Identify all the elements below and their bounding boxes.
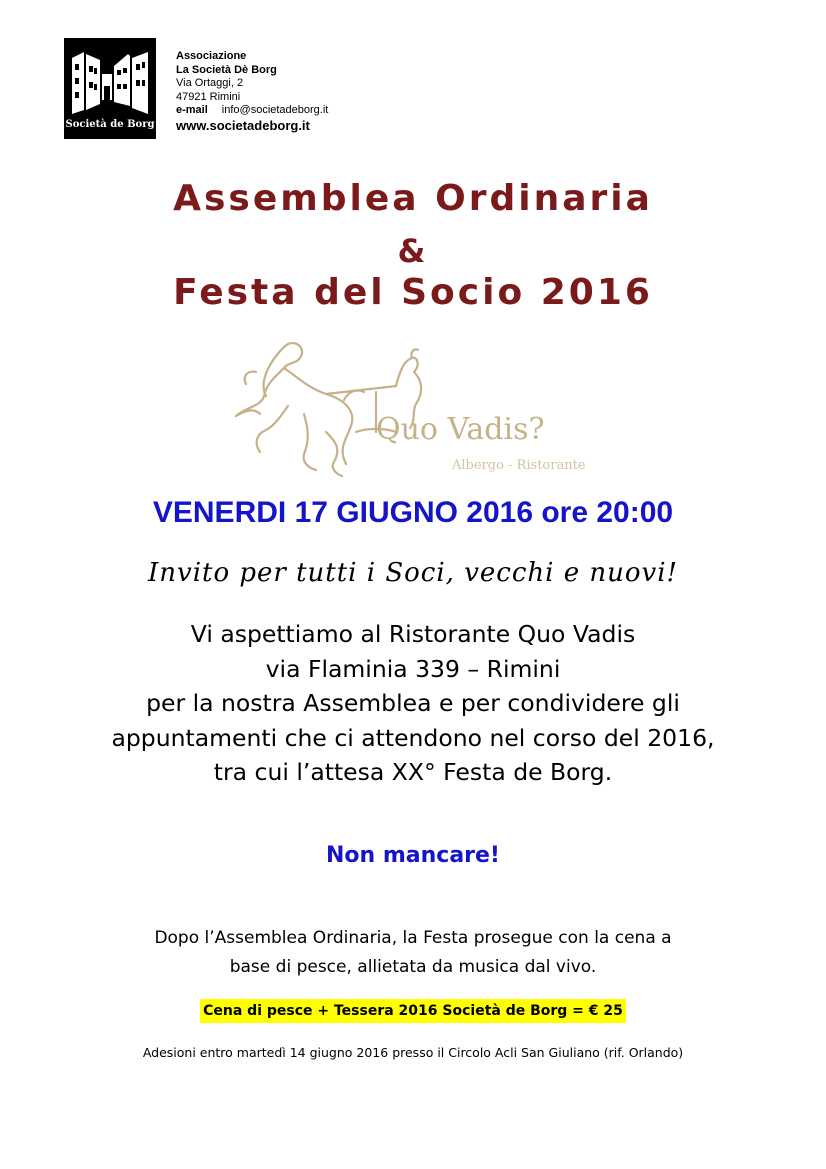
restaurant-logo bbox=[226, 336, 606, 490]
registration-note: Adesioni entro martedì 14 giugno 2016 presso il Circolo Acli San Giuliano (rif. Orlando) bbox=[142, 1045, 684, 1060]
association-email-row bbox=[176, 104, 328, 118]
association-address: Via Ortaggi, 2 bbox=[176, 77, 244, 89]
invitation-body bbox=[0, 617, 826, 790]
price-highlight: Cena di pesce + Tessera 2016 Società de Borg = € 25 bbox=[200, 999, 626, 1023]
body-line: per la nostra Assemblea e per condividere gli bbox=[146, 689, 680, 717]
association-label: Associazione bbox=[176, 50, 247, 62]
email-link[interactable]: info@societadeborg.it bbox=[221, 104, 329, 116]
title-line-1: Assemblea Ordinaria bbox=[173, 178, 653, 219]
title-line-2: Festa del Socio 2016 bbox=[173, 272, 653, 313]
website-link[interactable]: www.societadeborg.it bbox=[176, 117, 310, 133]
price-row bbox=[0, 999, 826, 1023]
email-label: e-mail bbox=[176, 104, 208, 116]
body-line: Vi aspettiamo al Ristorante Quo Vadis bbox=[190, 620, 636, 648]
invite-line: Invito per tutti i Soci, vecchi e nuovi! bbox=[147, 558, 678, 588]
dinner-line: base di pesce, allietata da musica dal vivo. bbox=[229, 957, 597, 977]
body-line: via Flaminia 339 – Rimini bbox=[265, 654, 561, 683]
dinner-line: Dopo l’Assemblea Ordinaria, la Festa prosegue con la cena a bbox=[154, 928, 672, 948]
association-city: 47921 Rimini bbox=[176, 90, 241, 103]
title-ampersand: & bbox=[397, 232, 429, 270]
event-date: VENERDI 17 GIUGNO 2016 ore 20:00 bbox=[152, 496, 674, 529]
association-name: La Società Dè Borg bbox=[176, 63, 277, 76]
dinner-description bbox=[0, 924, 826, 982]
body-line: tra cui l’attesa XX° Festa de Borg. bbox=[213, 758, 613, 786]
body-line: appuntamenti che ci attendono nel corso del 2016, bbox=[111, 723, 715, 752]
dont-miss-callout: Non mancare! bbox=[326, 843, 500, 868]
association-logo bbox=[64, 38, 156, 139]
street-buildings-icon bbox=[70, 44, 150, 116]
logo-caption: Società de Borg bbox=[65, 119, 155, 130]
restaurant-name: Quo Vadis? bbox=[376, 412, 545, 447]
restaurant-subtitle: Albergo - Ristorante bbox=[452, 458, 586, 473]
association-info bbox=[176, 50, 328, 133]
